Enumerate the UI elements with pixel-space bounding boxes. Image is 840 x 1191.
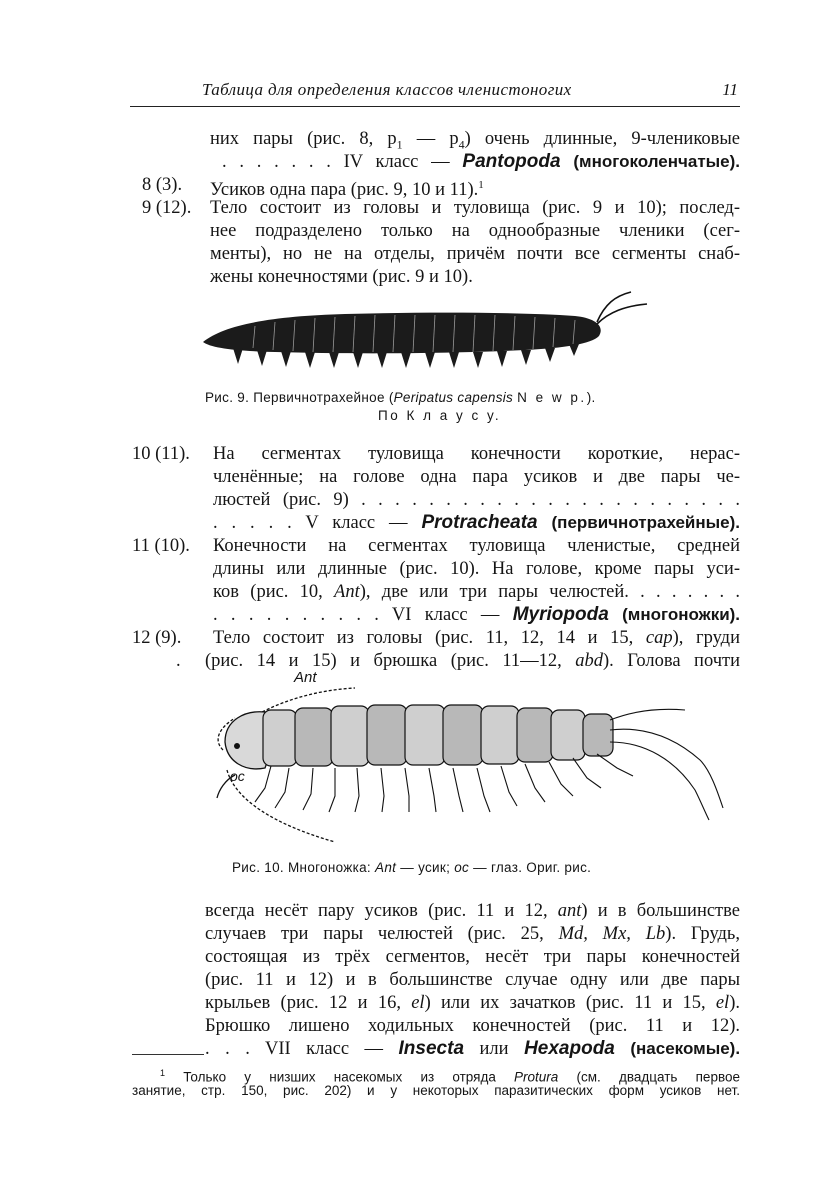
class-name-russian: (первичнотрахейные). — [551, 513, 741, 532]
figure-caption: Рис. 10. Многоножка: Ant — усик; oc — глаз. Ориг. рис. — [232, 860, 592, 875]
figure-centipede-illustration — [205, 680, 730, 845]
key-number: 12 (9). — [132, 628, 182, 648]
text-line: них пары (рис. 8, $p_1$ — $p_4$) очень длинные, 9-члениковые — [210, 129, 741, 152]
stray-mark: . — [176, 651, 181, 671]
text-line: ков (рис. 10, Ant), две или три пары челюстей. . . . . . . . — [213, 582, 740, 602]
text-line: менты), но не на отделы, причём почти все сегменты снаб- — [210, 244, 740, 264]
text-line: Тело состоит из головы (рис. 11, 12, 14 и 15, cap), груди — [213, 628, 740, 648]
class-key-line: . . . . . V класс — Protracheata (первичнотрахейные). — [213, 512, 741, 533]
figure-peripatus-illustration — [195, 282, 675, 382]
key-number: 10 (11). — [132, 444, 190, 464]
text-line: На сегментах туловища конечности короткие, нерас- — [213, 444, 740, 464]
text-line: крыльев (рис. 12 и 16, el) или их зачатков (рис. 11 и 15, el). — [205, 993, 740, 1013]
text-line: Конечности на сегментах туловища членистые, средней — [213, 536, 740, 556]
key-number: 8 (3). — [142, 175, 183, 195]
footnote-line: занятие, стр. 150, рис. 202) и у некоторых паразитических форм усиков нет. — [132, 1083, 740, 1098]
class-name-latin: Pantopoda — [462, 151, 561, 172]
text-line: Брюшко лишено ходильных конечностей (рис. 11 и 12). — [205, 1016, 740, 1036]
class-key-line: . . . . . . . . . . VI класс — Myriopoda (многоножки). — [213, 604, 741, 625]
page-number: 11 — [722, 80, 738, 99]
class-name-russian: (насекомые). — [630, 1039, 741, 1058]
text-line: состоящая из трёх сегментов, несёт три пары конечностей — [205, 947, 740, 967]
text-line: всегда несёт пару усиков (рис. 11 и 12, ant) и в большинстве — [205, 901, 740, 921]
class-name-latin: Insecta — [398, 1038, 465, 1059]
class-key-line: . . . VII класс — Insecta или Hexapoda (насекомые). — [205, 1038, 741, 1059]
footnote-rule — [132, 1054, 204, 1055]
text-line: Усиков одна пара (рис. 9, 10 и 11).$^1$ — [210, 179, 484, 201]
text-line: жены конечностями (рис. 9 и 10). — [210, 267, 473, 287]
class-name-latin: Hexapoda — [524, 1038, 615, 1059]
running-header — [130, 80, 740, 107]
class-name-latin: Protracheata — [421, 512, 538, 533]
key-number: 11 (10). — [132, 536, 190, 556]
footnote-line: $^1$ Только у низших насекомых из отряда Protura (см. двадцать первое — [160, 1068, 740, 1085]
class-name-latin: Myriopoda — [512, 604, 609, 625]
key-number: 9 (12). — [142, 198, 192, 218]
figure-label-ant: Ant — [294, 669, 317, 686]
figure-label-oc: oc — [230, 768, 245, 784]
class-name-russian: (многоножки). — [622, 605, 741, 624]
running-header-title: Таблица для определения классов членистоногих — [202, 80, 572, 99]
figure-caption: Рис. 9. Первичнотрахейное (Peripatus capensis N e w p.). — [205, 390, 596, 405]
text-line: членённые; на голове одна пара усиков и две пары че- — [213, 467, 740, 487]
text-line: случаев три пары челюстей (рис. 25, Md, Mx, Lb). Грудь, — [205, 924, 740, 944]
text-line: длины или длинные (рис. 10). На голове, кроме пары уси- — [213, 559, 740, 579]
text-line: люстей (рис. 9) . . . . . . . . . . . . . . . . . . . . . . . — [213, 490, 740, 510]
text-line: Тело состоит из головы и туловища (рис. 9 и 10); послед- — [210, 198, 740, 218]
figure-caption-source: По К л а у с у. — [378, 408, 502, 423]
class-name-russian: (многоколенчатые). — [573, 152, 741, 171]
text-line: (рис. 11 и 12) и в большинстве случае одну или две пары — [205, 970, 740, 990]
text-line: нее подразделено только на однообразные членики (сег- — [210, 221, 740, 241]
text-line: (рис. 14 и 15) и брюшка (рис. 11—12, abd). Голова почти — [205, 651, 741, 671]
class-key-line: . . . . . . . IV класс — Pantopoda (многоколенчатые). — [222, 151, 741, 172]
